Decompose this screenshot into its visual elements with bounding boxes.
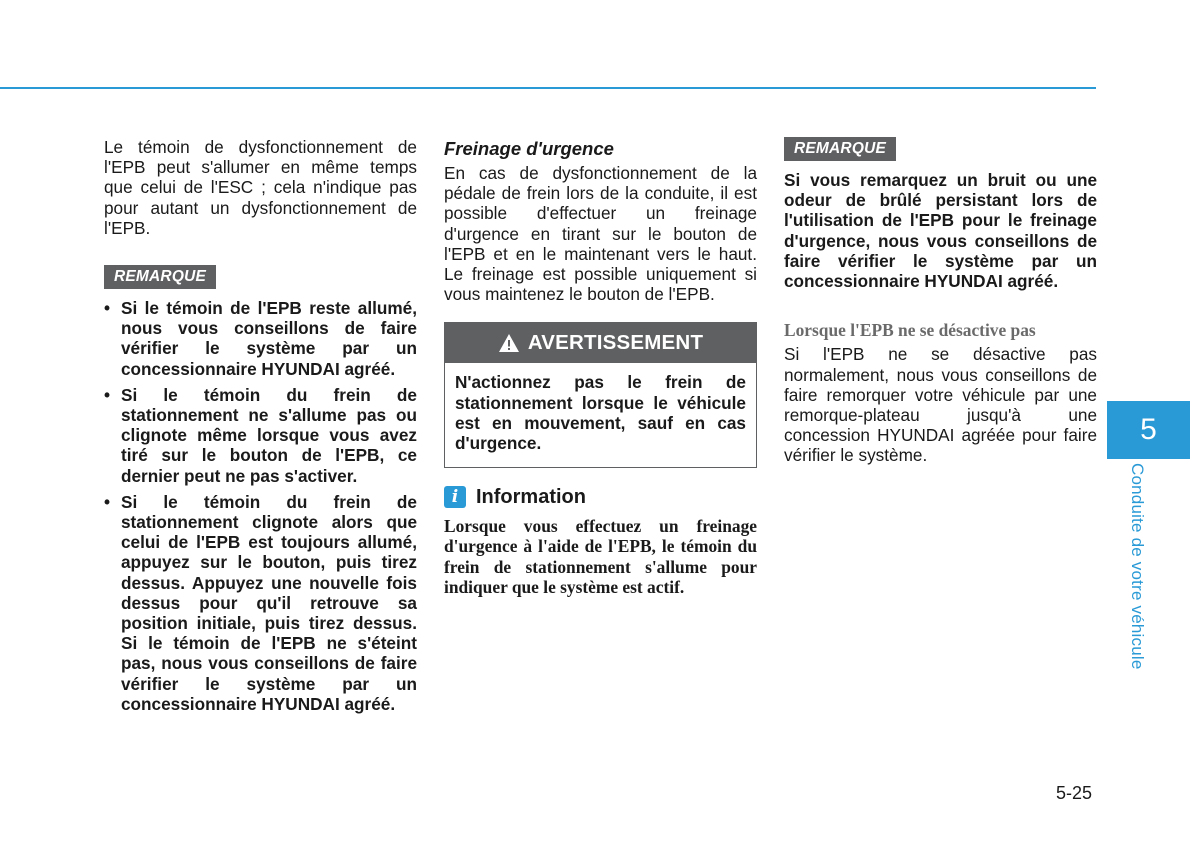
header-rule [0, 87, 1096, 89]
warning-title: AVERTISSEMENT [527, 331, 704, 355]
warning-icon [498, 333, 520, 353]
bullet-icon: • [104, 491, 111, 512]
info-icon: i [444, 486, 466, 508]
info-header [444, 486, 757, 508]
emergency-braking-paragraph: En cas de dysfonctionnement de la pédale de frein lors de la conduite, il est possible d'effectuer un freinage d'urgence en tirant sur le bouton de l'EPB et en le maintenant vers le haut. Le freinage est possible uniquement si vous maintenez le bouton de l'EPB. [444, 163, 757, 305]
info-text: Lorsque vous effectuez un freinage d'urgence à l'aide de l'EPB, le témoin du frein de stationnement s'allume pour indiquer que le système est actif. [444, 516, 757, 597]
chapter-title: Conduite de votre véhicule [1128, 463, 1147, 670]
remarque-label-wrap [104, 265, 417, 289]
remarque-label: REMARQUE [784, 137, 896, 161]
list-item [104, 298, 417, 379]
column-right [784, 137, 1097, 466]
chapter-number-tab: 5 [1107, 401, 1190, 459]
section-heading: Freinage d'urgence [444, 138, 614, 159]
warning-box [444, 322, 757, 468]
remarque-label: REMARQUE [104, 265, 216, 289]
bullet-text: Si le témoin du frein de stationnement clignote alors que celui de l'EPB est toujours allumé, appuyez sur le bouton, puis tirez dessus. Appuyez une nouvelle fois dessus pour qu'il retrouve sa position initiale, puis tirez dessus. Si le témoin de l'EPB ne s'éteint pas, nous vous conseillons de faire vérifier le système par un concessionnaire HYUNDAI agréé. [121, 491, 417, 714]
bullet-icon: • [104, 384, 111, 405]
remarque-bullet-list [104, 298, 417, 714]
tow-paragraph: Si l'EPB ne se désactive pas normalement, nous vous conseillons de faire remorquer votre véhicule par une remorque-plateau jusqu'à une concession HYUNDAI agréée pour faire vérifier le système. [784, 344, 1097, 466]
remarque-text: Si vous remarquez un bruit ou une odeur de brûlé persistant lors de l'utilisation de l'EPB pour le freinage d'urgence, nous vous conseillons de faire vérifier le système par un concessionnaire HYUNDAI agréé. [784, 170, 1097, 292]
column-left [104, 137, 417, 720]
list-item [104, 385, 417, 486]
subsection-heading: Lorsque l'EPB ne se désactive pas [784, 320, 1036, 341]
warning-text: N'actionnez pas le frein de stationnement lorsque le véhicule est en mouvement, sauf en cas d'urgence. [455, 372, 746, 454]
warning-header [445, 323, 756, 363]
remarque-label-wrap [784, 137, 1097, 161]
bullet-text: Si le témoin de l'EPB reste allumé, nous vous conseillons de faire vérifier le système par un concessionnaire HYUNDAI agréé. [121, 298, 417, 379]
bullet-icon: • [104, 298, 111, 319]
page-number: 5-25 [1056, 783, 1093, 803]
info-title: Information [476, 486, 586, 509]
bullet-text: Si le témoin du frein de stationnement ne s'allume pas ou clignote même lorsque vous avez tiré sur le bouton de l'EPB, ce dernier peut ne pas s'activer. [121, 384, 417, 486]
epb-esc-paragraph: Le témoin de dysfonctionnement de l'EPB peut s'allumer en même temps que celui de l'ESC ; cela n'indique pas pour autant un dysfonctionnement de l'EPB. [104, 137, 417, 238]
column-middle [444, 137, 757, 597]
list-item [104, 492, 417, 714]
